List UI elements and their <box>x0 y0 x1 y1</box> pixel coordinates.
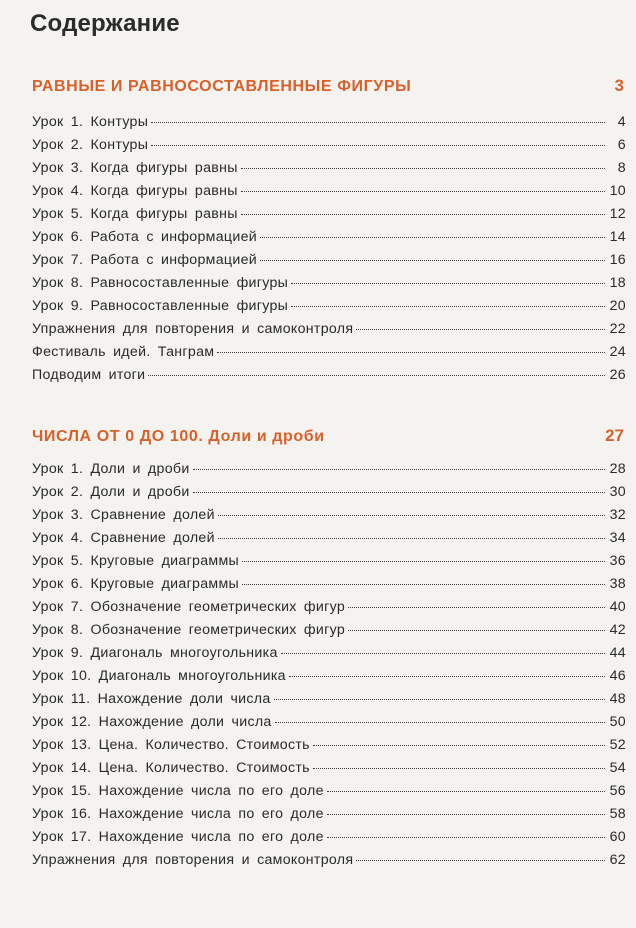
toc-entry[interactable] <box>32 183 626 206</box>
toc-entry-page-number: 36 <box>609 553 626 569</box>
dot-leader <box>241 168 605 169</box>
toc-entry-page-number: 54 <box>609 760 626 776</box>
dot-leader <box>151 122 605 123</box>
dot-leader <box>241 214 605 215</box>
toc-entry-label: Урок 4. Когда фигуры равны <box>32 183 238 199</box>
toc-entry-label: Фестиваль идей. Танграм <box>32 344 215 360</box>
toc-entry[interactable] <box>32 484 626 507</box>
toc-entry-label: Урок 13. Цена. Количество. Стоимость <box>32 737 310 753</box>
dot-leader <box>356 860 605 861</box>
dot-leader <box>274 699 605 700</box>
toc-entry-page-number: 26 <box>609 367 626 383</box>
toc-entry-page-number: 50 <box>609 714 626 730</box>
toc-entry[interactable] <box>32 344 626 367</box>
toc-entry-page-number: 22 <box>609 321 626 337</box>
toc-entry[interactable] <box>32 737 626 760</box>
toc-entry-page-number: 24 <box>609 344 626 360</box>
toc-entry[interactable] <box>32 229 626 252</box>
toc-entry-label: Урок 5. Круговые диаграммы <box>32 553 240 569</box>
dot-leader <box>193 492 605 493</box>
toc-entry-label: Урок 1. Доли и дроби <box>32 461 190 477</box>
toc-entry-label: Урок 10. Диагональ многоугольника <box>32 668 286 684</box>
toc-entry-page-number: 60 <box>609 829 626 845</box>
toc-entry-page-number: 46 <box>609 668 626 684</box>
dot-leader <box>327 814 605 815</box>
dot-leader <box>275 722 605 723</box>
toc-entry-label: Урок 6. Работа с информацией <box>32 229 257 245</box>
page-title: Содержание <box>30 10 180 37</box>
dot-leader <box>151 145 605 146</box>
toc-entry[interactable] <box>32 321 626 344</box>
toc-entry-label: Урок 2. Контуры <box>32 137 149 153</box>
toc-entry[interactable] <box>32 298 626 321</box>
toc-entry[interactable] <box>32 668 626 691</box>
toc-entry-page-number: 52 <box>609 737 626 753</box>
toc-entry-page-number: 48 <box>609 691 626 707</box>
dot-leader <box>327 837 605 838</box>
dot-leader <box>289 676 605 677</box>
toc-entry-label: Подводим итоги <box>32 367 146 383</box>
toc-entry-page-number: 4 <box>617 114 626 130</box>
section-header <box>32 76 626 96</box>
toc-entry-page-number: 8 <box>617 160 626 176</box>
toc-entry[interactable] <box>32 760 626 783</box>
toc-entry[interactable] <box>32 461 626 484</box>
toc-entry[interactable] <box>32 367 626 390</box>
dot-leader <box>193 469 605 470</box>
toc-entry-label: Упражнения для повторения и самоконтроля <box>32 321 354 337</box>
toc-entry[interactable] <box>32 114 626 137</box>
toc-entry-label: Урок 2. Доли и дроби <box>32 484 190 500</box>
toc-entry-page-number: 30 <box>609 484 626 500</box>
dot-leader <box>217 352 605 353</box>
toc-entry-page-number: 42 <box>609 622 626 638</box>
section-page-number[interactable]: 27 <box>605 426 624 445</box>
toc-entry[interactable] <box>32 530 626 553</box>
toc-list <box>32 461 626 875</box>
toc-entry[interactable] <box>32 206 626 229</box>
toc-entry[interactable] <box>32 806 626 829</box>
toc-entry[interactable] <box>32 645 626 668</box>
toc-entry[interactable] <box>32 275 626 298</box>
toc-entry[interactable] <box>32 829 626 852</box>
toc-entry[interactable] <box>32 714 626 737</box>
toc-entry-page-number: 34 <box>609 530 626 546</box>
toc-entry-label: Урок 7. Обозначение геометрических фигур <box>32 599 346 615</box>
toc-entry-page-number: 6 <box>617 137 626 153</box>
dot-leader <box>356 329 605 330</box>
dot-leader <box>242 584 605 585</box>
toc-entry-page-number: 32 <box>609 507 626 523</box>
dot-leader <box>348 607 605 608</box>
toc-entry-page-number: 44 <box>609 645 626 661</box>
toc-entry[interactable] <box>32 783 626 806</box>
dot-leader <box>218 515 605 516</box>
dot-leader <box>242 561 605 562</box>
section-title[interactable]: РАВНЫЕ И РАВНОСОСТАВЛЕННЫЕ ФИГУРЫ <box>32 78 412 95</box>
toc-entry-page-number: 20 <box>609 298 626 314</box>
dot-leader <box>313 745 605 746</box>
toc-entry-label: Урок 15. Нахождение числа по его доле <box>32 783 324 799</box>
dot-leader <box>260 237 605 238</box>
dot-leader <box>291 283 605 284</box>
toc-entry-label: Урок 9. Диагональ многоугольника <box>32 645 278 661</box>
toc-entry-page-number: 10 <box>609 183 626 199</box>
toc-entry-page-number: 40 <box>609 599 626 615</box>
toc-entry[interactable] <box>32 137 626 160</box>
toc-entry-page-number: 16 <box>609 252 626 268</box>
toc-entry-page-number: 14 <box>609 229 626 245</box>
toc-entry-label: Упражнения для повторения и самоконтроля <box>32 852 354 868</box>
toc-entry-label: Урок 3. Сравнение долей <box>32 507 215 523</box>
toc-entry[interactable] <box>32 691 626 714</box>
toc-entry-page-number: 58 <box>609 806 626 822</box>
toc-entry-label: Урок 6. Круговые диаграммы <box>32 576 240 592</box>
toc-entry[interactable] <box>32 507 626 530</box>
dot-leader <box>148 375 605 376</box>
toc-entry[interactable] <box>32 160 626 183</box>
toc-entry-page-number: 28 <box>609 461 626 477</box>
toc-entry-label: Урок 7. Работа с информацией <box>32 252 257 268</box>
dot-leader <box>241 191 605 192</box>
toc-entry-page-number: 38 <box>609 576 626 592</box>
toc-entry-label: Урок 9. Равносоставленные фигуры <box>32 298 289 314</box>
toc-entry-label: Урок 5. Когда фигуры равны <box>32 206 238 222</box>
toc-entry[interactable] <box>32 553 626 576</box>
toc-entry-label: Урок 4. Сравнение долей <box>32 530 215 546</box>
toc-entry-label: Урок 16. Нахождение числа по его доле <box>32 806 324 822</box>
section-header <box>32 426 626 446</box>
dot-leader <box>291 306 605 307</box>
toc-entry-label: Урок 3. Когда фигуры равны <box>32 160 238 176</box>
toc-list <box>32 114 626 390</box>
toc-entry-label: Урок 8. Равносоставленные фигуры <box>32 275 289 291</box>
toc-entry-page-number: 62 <box>609 852 626 868</box>
section-page-number[interactable]: 3 <box>614 76 624 95</box>
dot-leader <box>281 653 605 654</box>
toc-entry-page-number: 18 <box>609 275 626 291</box>
toc-entry-label: Урок 1. Контуры <box>32 114 149 130</box>
toc-entry-label: Урок 11. Нахождение доли числа <box>32 691 271 707</box>
dot-leader <box>327 791 605 792</box>
dot-leader <box>260 260 605 261</box>
toc-entry-page-number: 56 <box>609 783 626 799</box>
toc-entry-page-number: 12 <box>609 206 626 222</box>
toc-entry[interactable] <box>32 622 626 645</box>
toc-entry[interactable] <box>32 852 626 875</box>
toc-entry-label: Урок 14. Цена. Количество. Стоимость <box>32 760 310 776</box>
toc-entry[interactable] <box>32 252 626 275</box>
section-title[interactable]: ЧИСЛА ОТ 0 ДО 100. Доли и дроби <box>32 428 325 445</box>
dot-leader <box>348 630 605 631</box>
toc-entry-label: Урок 17. Нахождение числа по его доле <box>32 829 324 845</box>
toc-entry[interactable] <box>32 576 626 599</box>
toc-entry[interactable] <box>32 599 626 622</box>
toc-entry-label: Урок 8. Обозначение геометрических фигур <box>32 622 346 638</box>
toc-entry-label: Урок 12. Нахождение доли числа <box>32 714 272 730</box>
dot-leader <box>313 768 605 769</box>
dot-leader <box>218 538 605 539</box>
